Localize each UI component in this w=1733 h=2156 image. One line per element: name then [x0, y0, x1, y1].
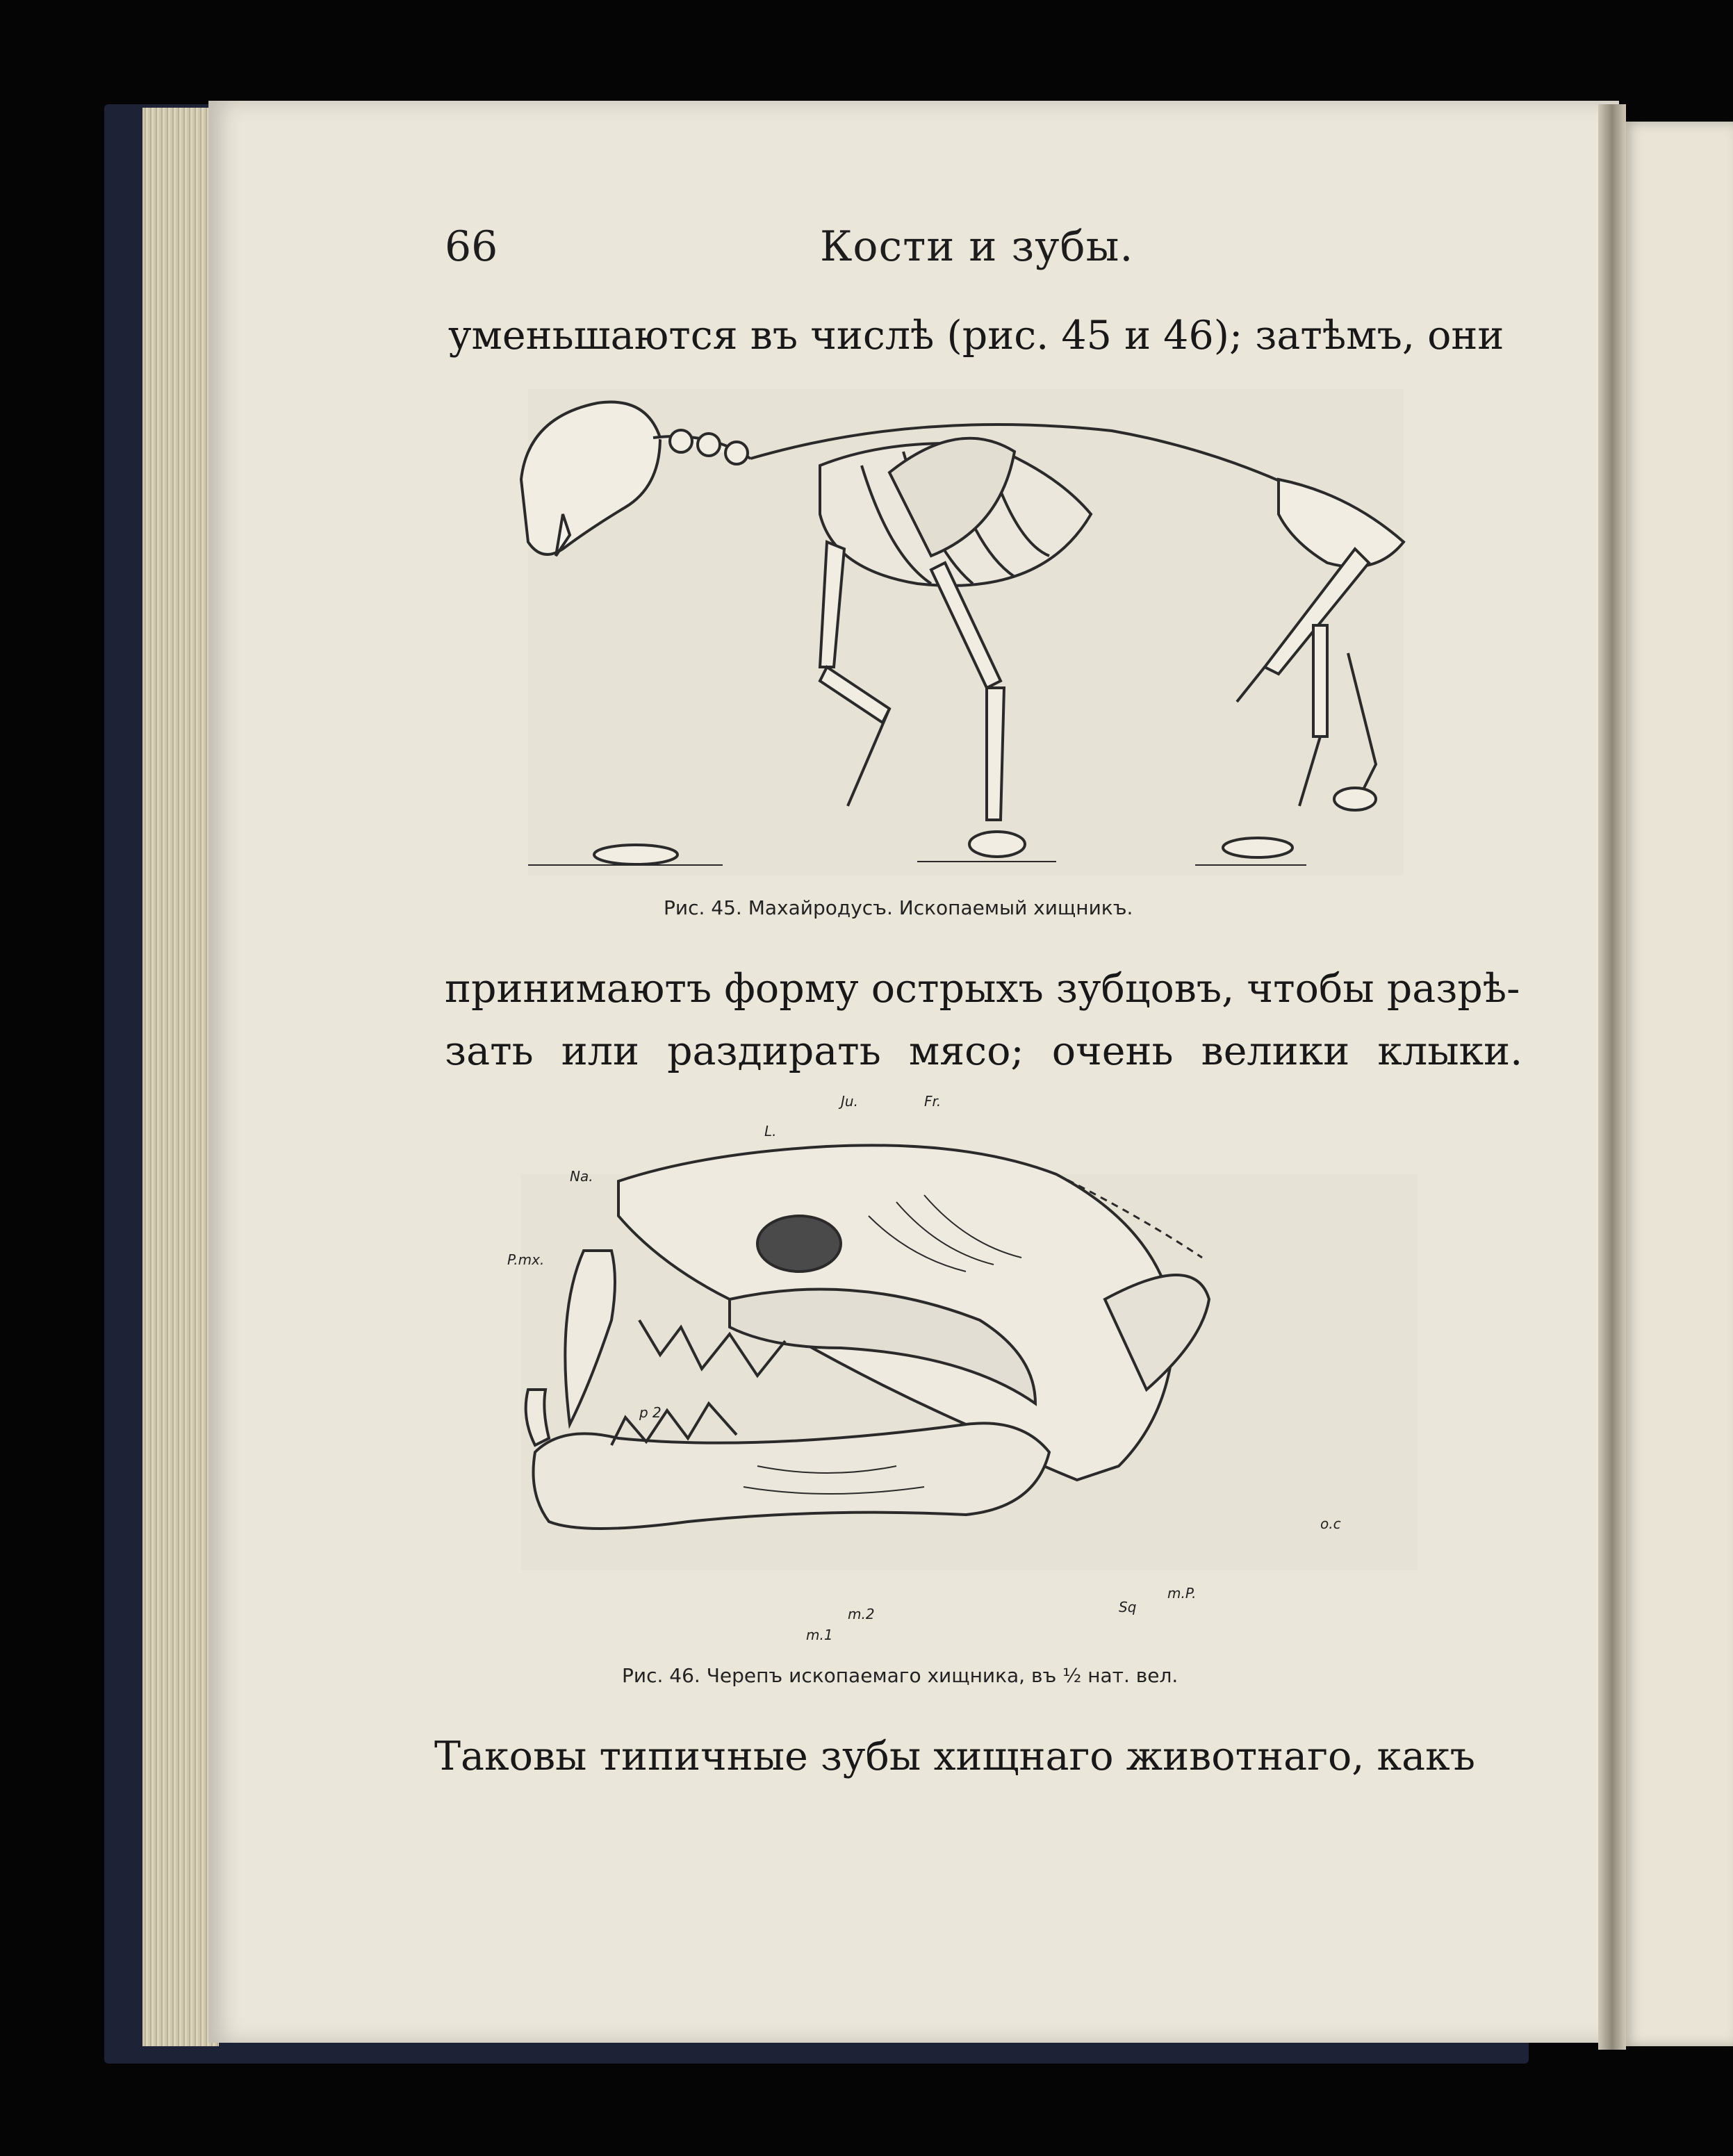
label-l: L. — [764, 1123, 777, 1139]
paragraph-line: уменьшаются въ числѣ (рис. 45 и 46); затѣмъ, они — [448, 313, 1504, 359]
label-na: Na. — [570, 1168, 593, 1185]
figure-46-caption: Рис. 46. Черепъ ископаемаго хищника, въ ½ нат. вел. — [622, 1664, 1178, 1687]
paragraph-line: зать или раздирать мясо; очень велики клыки. — [445, 1028, 1523, 1074]
book-gutter — [1598, 104, 1626, 2050]
label-p2: p 2 — [639, 1404, 662, 1421]
label-oc: o.c — [1320, 1515, 1341, 1532]
paragraph-line: Таковы типичные зубы хищнаго животнаго, какъ — [434, 1734, 1476, 1779]
label-mp: m.P. — [1167, 1585, 1197, 1602]
page-edges — [142, 108, 219, 2046]
label-sq: Sq — [1119, 1599, 1137, 1615]
paragraph-line: принимаютъ форму острыхъ зубцовъ, чтобы разрѣ- — [445, 966, 1520, 1012]
label-m1: m.1 — [806, 1627, 833, 1643]
running-title: Кости и зубы. — [820, 222, 1134, 271]
label-m2: m.2 — [848, 1606, 875, 1622]
label-fr: Fr. — [924, 1093, 942, 1110]
label-ju: Ju. — [841, 1093, 858, 1110]
figure-45-caption: Рис. 45. Махайродусъ. Ископаемый хищникъ. — [664, 896, 1133, 919]
figure-45-skeleton-illustration — [500, 375, 1431, 889]
facing-page — [1623, 122, 1733, 2046]
label-pmx: P.mx. — [507, 1251, 545, 1268]
page-header — [445, 222, 1473, 278]
figure-46-skull-illustration — [479, 1091, 1452, 1668]
page-number: 66 — [445, 222, 498, 271]
